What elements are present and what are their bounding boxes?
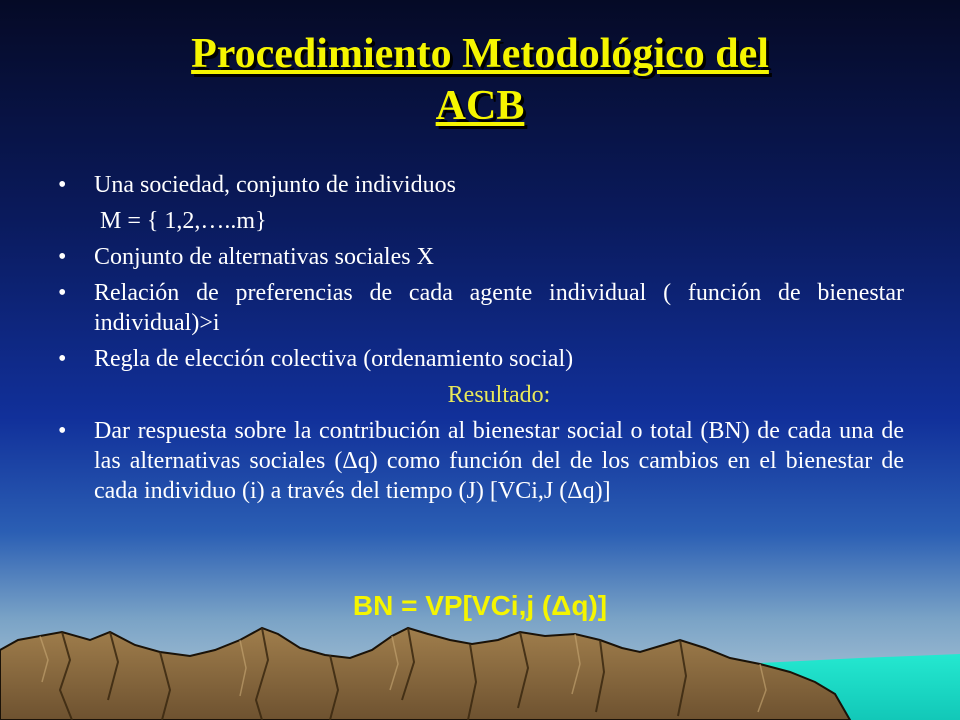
- bullet-text: Una sociedad, conjunto de individuos: [94, 172, 456, 198]
- bullet-dot: •: [58, 418, 67, 444]
- bullet-dot: •: [58, 346, 67, 372]
- bullet-dot: •: [58, 244, 67, 270]
- bullet-text: Relación de preferencias de cada agente individual ( función de bienestar individual)>i: [94, 280, 904, 336]
- bullet-text: Conjunto de alternativas sociales X: [94, 244, 434, 270]
- bullet-dot: •: [58, 172, 67, 198]
- bullet-dot: •: [58, 280, 67, 306]
- bullet-item-choice-rule: [58, 344, 904, 374]
- slide-title: [40, 28, 920, 132]
- slide-body: [58, 170, 904, 512]
- set-definition: M = { 1,2,…..m}: [100, 208, 267, 234]
- bullet-item-preferences: [58, 278, 904, 338]
- formula: BN = VP[VCi,j (Δq)]: [352, 590, 608, 621]
- bullet-item-society: [58, 170, 904, 200]
- bullet-text: Dar respuesta sobre la contribución al bienestar social o total (BN) de cada una de las alternativas sociales (Δq) como función del de los cambios en el bienestar de cada individuo (i) a través del tiempo (J) [VCi,J (Δq)]: [94, 418, 904, 504]
- mountain-range: [0, 628, 850, 720]
- bullet-text: Regla de elección colectiva (ordenamiento social): [94, 346, 574, 372]
- bullet-item-alternatives: [58, 242, 904, 272]
- title-line-1: Procedimiento Metodológico del: [191, 31, 769, 77]
- bullet-item-answer: [58, 416, 904, 506]
- result-label: Resultado:: [447, 382, 551, 408]
- title-line-2: ACB: [435, 83, 525, 129]
